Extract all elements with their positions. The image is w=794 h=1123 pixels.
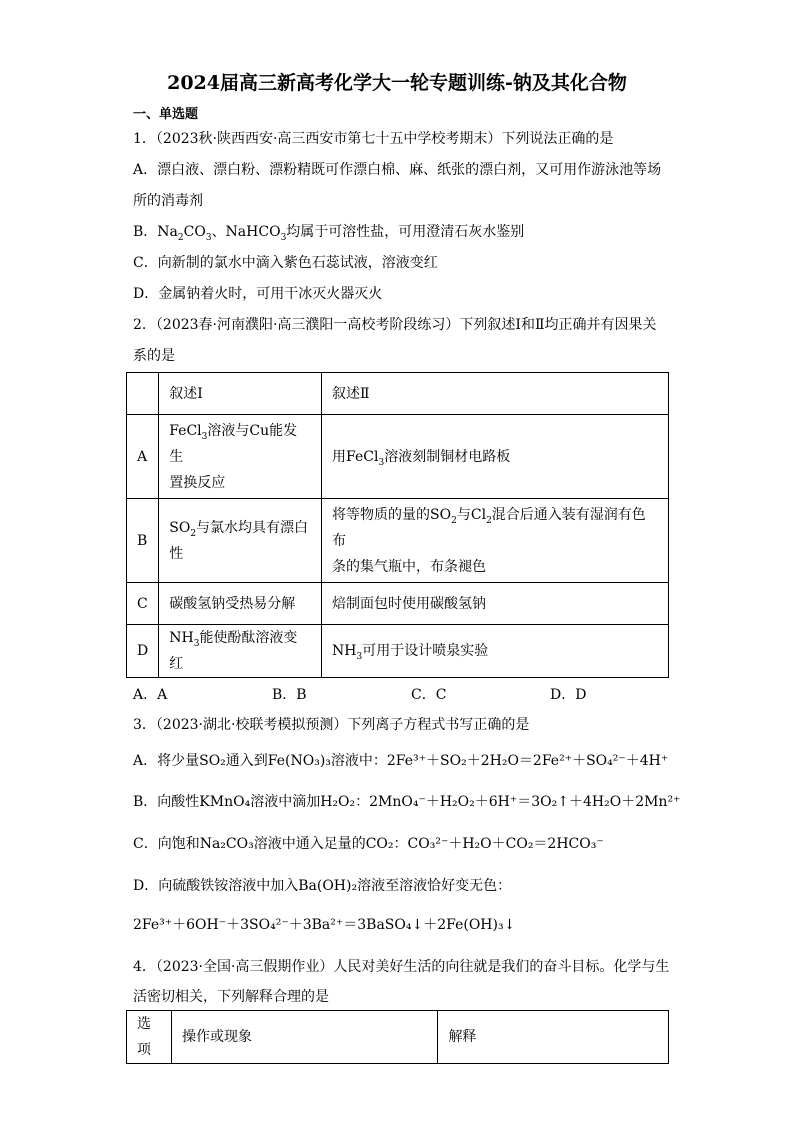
q3-option-b: B．向酸性KMnO₄溶液中滴加H₂O₂：2MnO₄⁻＋H₂O₂＋6H⁺＝3O₂↑＋4H₂O＋2Mn²⁺ <box>133 794 681 810</box>
q2-table <box>126 372 669 678</box>
table-header-cell: 操作或现象 <box>171 1011 437 1064</box>
option-d: D．D <box>550 687 587 703</box>
section-heading: 一、单选题 <box>133 107 199 122</box>
q3-option-d-equation: 2Fe³⁺＋6OH⁻＋3SO₄²⁻＋3Ba²⁺＝3BaSO₄↓＋2Fe(OH)₃↓ <box>133 917 516 933</box>
statement-2-cell: 用FeCl$_3$溶液刻制铜材电路板 <box>322 415 669 499</box>
table-row <box>127 415 669 499</box>
q4-table <box>126 1010 669 1064</box>
q1-option-c: C．向新制的氯水中滴入紫色石蕊试液，溶液变红 <box>133 255 438 271</box>
q4-stem-cont: 活密切相关，下列解释合理的是 <box>133 989 329 1005</box>
row-label: A <box>127 415 159 499</box>
row-label: D <box>127 625 159 678</box>
table-header-cell <box>127 373 159 415</box>
statement-1-cell: FeCl$_3$溶液与Cu能发生 置换反应 <box>159 415 322 499</box>
table-header-cell: 解释 <box>438 1011 669 1064</box>
table-header-cell: 叙述Ⅱ <box>322 373 669 415</box>
table-header-row <box>127 1011 669 1064</box>
statement-1-cell: $SO_2$与氯水均具有漂白 性 <box>159 499 322 583</box>
option-c: C．C <box>411 687 447 703</box>
q1-stem: 1．（2023秋·陕西西安·高三西安市第七十五中学校考期末）下列说法正确的是 <box>133 131 614 147</box>
statement-2-cell: 将等物质的量的$SO_2$与$Cl_2$混合后通入装有湿润有色布 条的集气瓶中，布条褪色 <box>322 499 669 583</box>
option-b: B．B <box>272 687 307 703</box>
statement-2-cell: 焙制面包时使用碳酸氢钠 <box>322 583 669 625</box>
row-label: B <box>127 499 159 583</box>
option-a: A．A <box>133 687 168 703</box>
table-row <box>127 625 669 678</box>
table-header-cell: 选项 <box>127 1011 172 1064</box>
page-title: 2024届高三新高考化学大一轮专题训练-钠及其化合物 <box>167 72 627 94</box>
statement-2-cell: $NH_3$可用于设计喷泉实验 <box>322 625 669 678</box>
q1-option-d: D．金属钠着火时，可用干冰灭火器灭火 <box>133 286 383 302</box>
q4-stem: 4．（2023·全国·高三假期作业）人民对美好生活的向往就是我们的奋斗目标。化学与生 <box>133 959 670 975</box>
q3-option-d: D．向硫酸铁铵溶液中加入Ba(OH)₂溶液至溶液恰好变无色： <box>133 878 512 894</box>
q1-option-a-cont: 所的消毒剂 <box>133 193 203 209</box>
table-row <box>127 499 669 583</box>
q1-option-b: B．$Na_2CO_3$、NaHCO$_3$均属于可溶性盐，可用澄清石灰水鉴别 <box>133 224 525 243</box>
row-label: C <box>127 583 159 625</box>
q3-stem: 3．（2023·湖北·校联考模拟预测）下列离子方程式书写正确的是 <box>133 717 530 733</box>
table-header-row <box>127 373 669 415</box>
q3-option-c: C．向饱和Na₂CO₃溶液中通入足量的CO₂：CO₃²⁻＋H₂O＋CO₂＝2HCO₃⁻ <box>133 836 604 852</box>
q2-stem: 2．（2023春·河南濮阳·高三濮阳一高校考阶段练习）下列叙述Ⅰ和Ⅱ均正确并有因果关 <box>133 317 657 333</box>
q1-option-a: A．漂白液、漂白粉、漂粉精既可作漂白棉、麻、纸张的漂白剂，又可用作游泳池等场 <box>133 162 662 178</box>
q2-stem-cont: 系的是 <box>133 348 175 364</box>
table-row <box>127 583 669 625</box>
statement-1-cell: $NH_3$能使酚酞溶液变红 <box>159 625 322 678</box>
table-header-cell: 叙述Ⅰ <box>159 373 322 415</box>
q3-option-a: A．将少量SO₂通入到Fe(NO₃)₃溶液中：2Fe³⁺＋SO₂＋2H₂O＝2Fe²⁺＋SO₄²⁻＋4H⁺ <box>133 753 669 769</box>
statement-1-cell: 碳酸氢钠受热易分解 <box>159 583 322 625</box>
